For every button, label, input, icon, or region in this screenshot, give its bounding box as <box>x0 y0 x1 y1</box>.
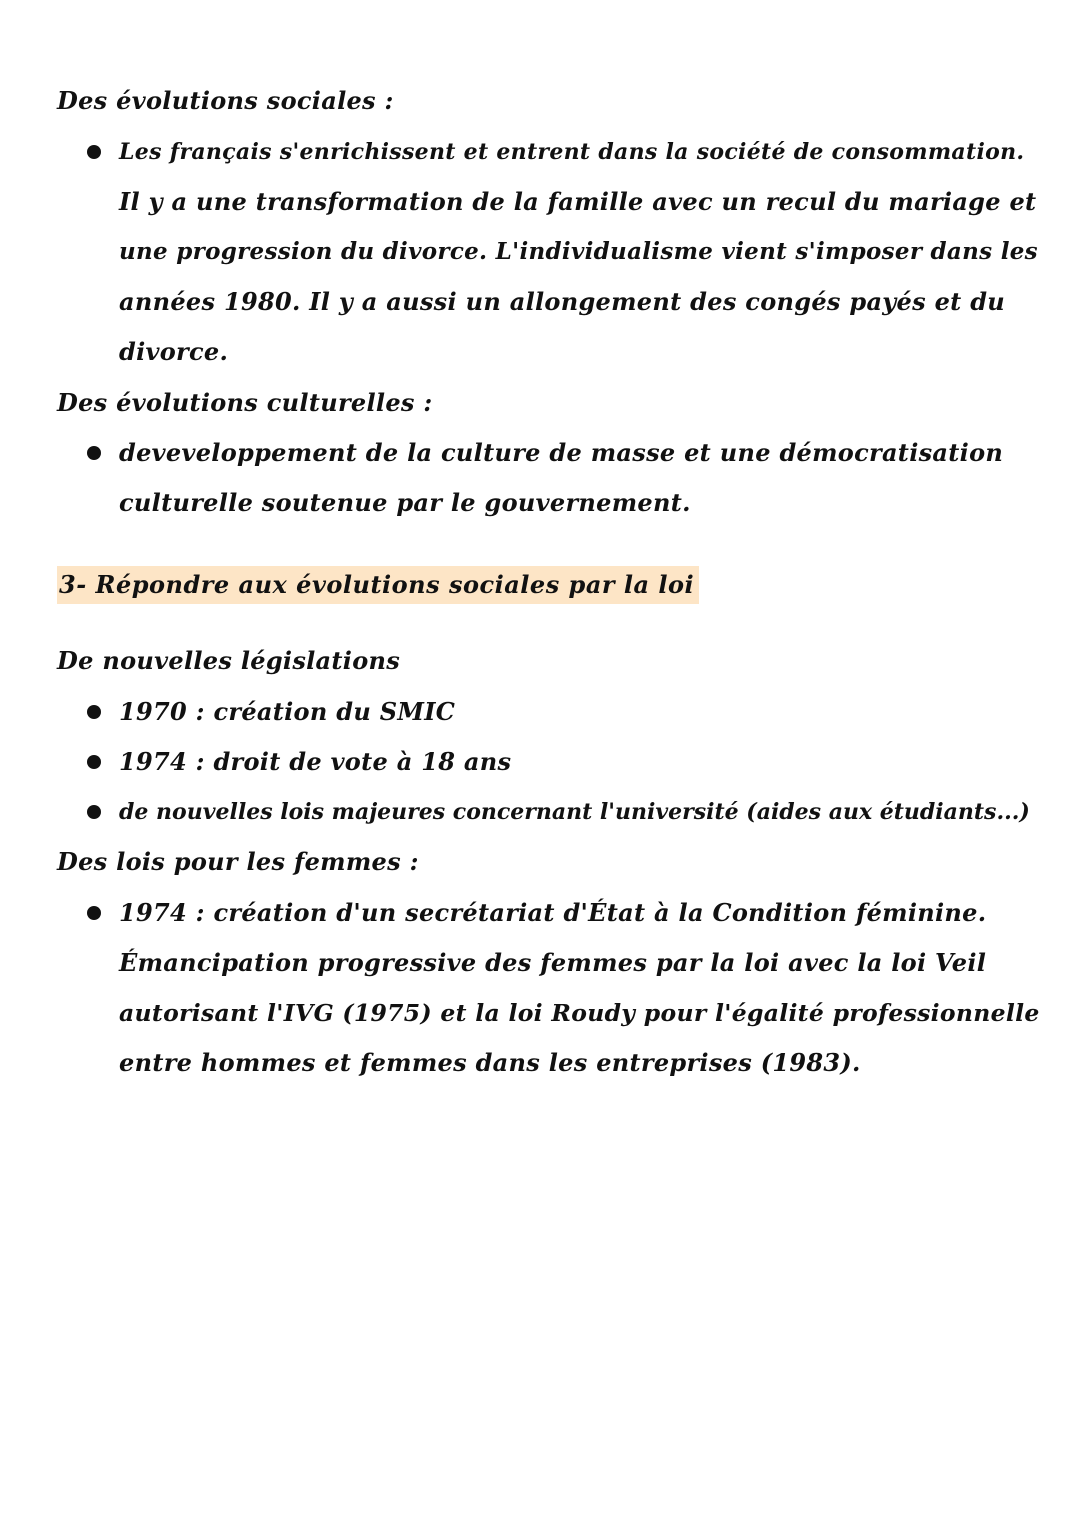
heading-nouvelles-legislations: De nouvelles législations <box>57 646 401 675</box>
legislation-item-3: de nouvelles lois majeures concernant l'université (aides aux étudiants...) <box>119 799 1030 825</box>
bullet-icon <box>87 906 101 920</box>
bullet-icon <box>87 705 101 719</box>
bullet-icon <box>87 805 101 819</box>
section-3-title-highlight <box>57 566 699 604</box>
legislation-item-1: 1970 : création du SMIC <box>119 697 456 726</box>
sociales-line-4: années 1980. Il y a aussi un allongement des congés payés et du <box>119 287 1006 316</box>
bullet-icon <box>87 446 101 460</box>
sociales-line-1: Les français s'enrichissent et entrent dans la société de consommation. <box>119 139 1025 165</box>
section-3-title: 3- Répondre aux évolutions sociales par la loi <box>59 570 695 599</box>
sociales-line-5: divorce. <box>119 337 229 366</box>
heading-evolutions-culturelles: Des évolutions culturelles : <box>57 388 433 417</box>
femmes-line-4: entre hommes et femmes dans les entreprises (1983). <box>119 1048 861 1077</box>
femmes-line-3: autorisant l'IVG (1975) et la loi Roudy pour l'égalité professionnelle <box>119 999 1040 1027</box>
bullet-icon <box>87 145 101 159</box>
sociales-line-3: une progression du divorce. L'individualisme vient s'imposer dans les <box>119 238 1038 265</box>
bullet-icon <box>87 755 101 769</box>
heading-lois-femmes: Des lois pour les femmes : <box>57 847 419 876</box>
femmes-line-2: Émancipation progressive des femmes par la loi avec la loi Veil <box>119 948 987 977</box>
femmes-line-1: 1974 : création d'un secrétariat d'État à la Condition féminine. <box>119 898 987 927</box>
culturelles-line-2: culturelle soutenue par le gouvernement. <box>119 488 691 517</box>
heading-evolutions-sociales: Des évolutions sociales : <box>57 86 394 115</box>
culturelles-line-1: deveveloppement de la culture de masse et une démocratisation <box>119 438 1004 467</box>
legislation-item-2: 1974 : droit de vote à 18 ans <box>119 747 512 776</box>
sociales-line-2: Il y a une transformation de la famille avec un recul du mariage et <box>119 187 1037 216</box>
